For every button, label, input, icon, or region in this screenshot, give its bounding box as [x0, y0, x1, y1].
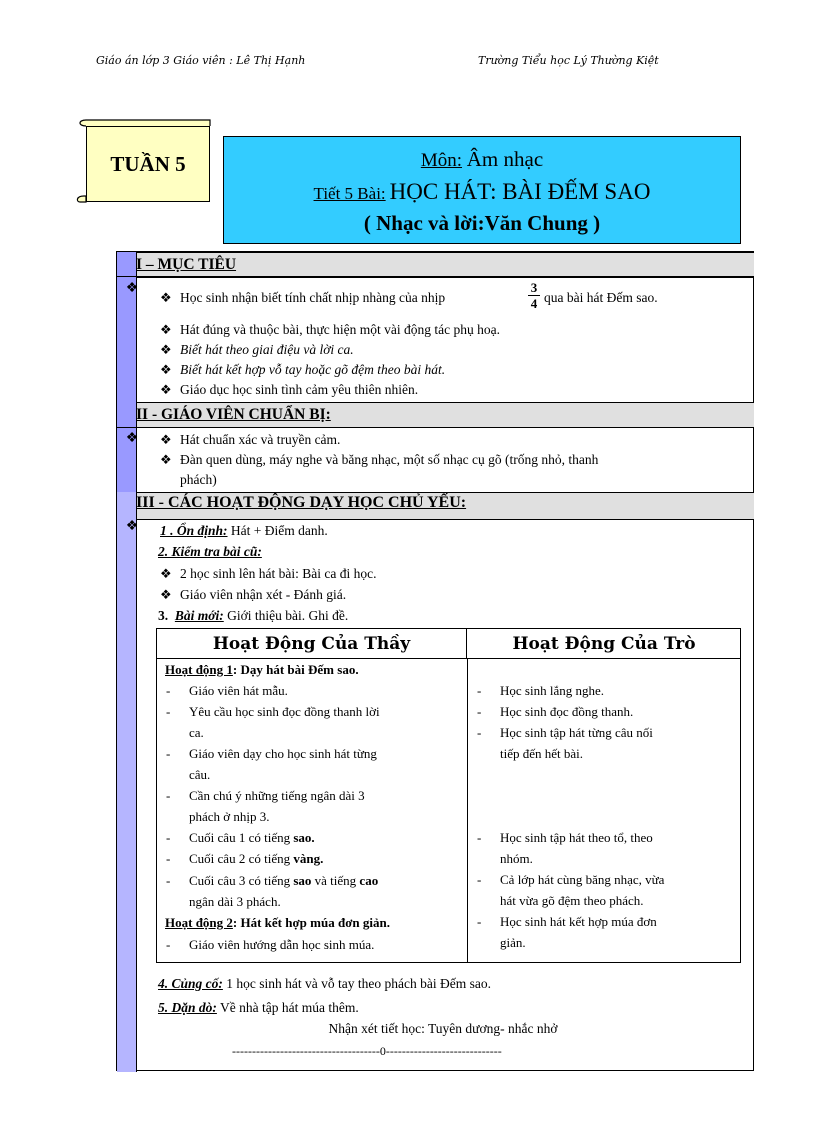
subject-value: Âm nhạc [466, 147, 544, 171]
time-signature: $\frac{3}{4}$ [528, 280, 540, 311]
lesson-number: Tiết 5 Bài: [313, 184, 386, 203]
objective-1: Học sinh nhận biết tính chất nhịp nhàng của nhịp [180, 290, 446, 305]
teacher-step: Giáo viên hát mẫu. [189, 683, 288, 698]
step-2-item-2: Giáo viên nhận xét - Đánh giá. [180, 587, 347, 602]
bullet-icon: ❖ [160, 382, 172, 397]
week-label: TUẦN 5 [86, 126, 210, 202]
student-step: Học sinh hát kết hợp múa đơn [500, 914, 657, 929]
teacher-step-cont: ca. [189, 725, 204, 740]
bullet-icon: ❖ [160, 362, 172, 377]
section2-marker-icon: ❖ [125, 431, 139, 446]
objective-2: Hát đúng và thuộc bài, thực hiện một vài động tác phụ hoạ. [180, 322, 500, 337]
preparation-1: Hát chuẩn xác và truyền cảm. [180, 432, 341, 447]
section2-heading: II - GIÁO VIÊN CHUẨN BỊ: [136, 406, 331, 423]
step-4: 4. Củng cố: 1 học sinh hát và vỗ tay theo phách bài Đếm sao. [158, 976, 491, 991]
teacher-step: Yêu cầu học sinh đọc đồng thanh lời [189, 704, 380, 719]
end-separator: -------------------------------------0----------------------------- [232, 1044, 502, 1058]
lesson-author: ( Nhạc và lời:Văn Chung ) [363, 211, 601, 235]
section3-heading: III - CÁC HOẠT ĐỘNG DẠY HỌC CHỦ YẾU: [136, 494, 467, 511]
activity-2-heading: Hoạt động 2: Hát kết hợp múa đơn giản. [165, 915, 390, 930]
step-1: 1 . Ổn định: Hát + Điểm danh. [160, 523, 328, 538]
lesson-review: Nhận xét tiết học: Tuyên dương- nhắc nhở [328, 1021, 558, 1036]
student-step-cont: nhóm. [500, 851, 533, 866]
teacher-step-cont: phách ở nhịp 3. [189, 809, 270, 824]
activity-1-heading: Hoạt động 1: Dạy hát bài Đếm sao. [165, 662, 359, 677]
student-column-header: Hoạt Động Của Trò [467, 629, 741, 659]
preparation-2: Đàn quen dùng, máy nghe và băng nhạc, một số nhạc cụ gõ (trống nhỏ, thanh [180, 452, 599, 467]
bullet-icon: ❖ [160, 322, 172, 337]
preparation-2-cont: phách) [180, 472, 217, 487]
teacher-step: Cuối câu 2 có tiếng vàng. [189, 851, 324, 866]
teacher-step: Cuối câu 1 có tiếng sao. [189, 830, 315, 845]
header-right: Trường Tiểu học Lý Thường Kiệt [478, 54, 659, 67]
student-step-cont: giản. [500, 935, 526, 950]
teacher-column-header: Hoạt Động Của Thầy [157, 629, 467, 659]
step-3: 3. Bài mới: Giới thiệu bài. Ghi đề. [158, 608, 349, 623]
student-step: Cả lớp hát cùng băng nhạc, vừa [500, 872, 665, 887]
step-2-item-1: 2 học sinh lên hát bài: Bài ca đi học. [180, 566, 377, 581]
header-left: Giáo án lớp 3 Giáo viên : Lê Thị Hạnh [96, 54, 306, 67]
step-2: 2. Kiểm tra bài cũ: [158, 544, 262, 559]
bullet-icon: ❖ [160, 566, 172, 581]
section3-marker-icon: ❖ [125, 519, 139, 534]
left-stripe-bottom [117, 492, 137, 1072]
bullet-icon: ❖ [160, 342, 172, 357]
title-box [223, 136, 741, 244]
section1-marker-icon: ❖ [125, 281, 139, 296]
week-badge [76, 118, 214, 206]
teacher-step: Giáo viên dạy cho học sinh hát từng [189, 746, 377, 761]
student-step: Học sinh lắng nghe. [500, 683, 604, 698]
objective-4: Biết hát kết hợp vỗ tay hoặc gõ đệm theo bài hát. [180, 362, 446, 377]
student-step: Học sinh đọc đồng thanh. [500, 704, 634, 719]
teacher-step: Cần chú ý những tiếng ngân dài 3 [189, 788, 365, 803]
teacher-step-cont: câu. [189, 767, 211, 782]
bullet-icon: ❖ [160, 587, 172, 602]
bullet-icon: ❖ [160, 290, 172, 305]
objective-5: Giáo dục học sinh tình cảm yêu thiên nhiên. [180, 382, 419, 397]
objective-1-end: qua bài hát Đếm sao. [544, 290, 658, 305]
objective-3: Biết hát theo giai điệu và lời ca. [180, 342, 354, 357]
bullet-icon: ❖ [160, 452, 172, 467]
student-step-cont: hát vừa gõ đệm theo phách. [500, 893, 644, 908]
student-step-cont: tiếp đến hết bài. [500, 746, 584, 761]
lesson-title: HỌC HÁT: BÀI ĐẾM SAO [389, 179, 651, 204]
teacher-step: Giáo viên hướng dẫn học sinh múa. [189, 937, 375, 952]
student-step: Học sinh tập hát theo tổ, theo [500, 830, 653, 845]
subject-label: Môn: [420, 150, 463, 171]
section1-heading: I – MỤC TIÊU [136, 256, 237, 273]
bullet-icon: ❖ [160, 432, 172, 447]
teacher-step: Cuối câu 3 có tiếng sao và tiếng cao [189, 873, 379, 888]
student-step: Học sinh tập hát từng câu nối [500, 725, 653, 740]
teacher-step-cont: ngân dài 3 phách. [189, 894, 281, 909]
step-5: 5. Dặn dò: Về nhà tập hát múa thêm. [158, 1000, 359, 1015]
